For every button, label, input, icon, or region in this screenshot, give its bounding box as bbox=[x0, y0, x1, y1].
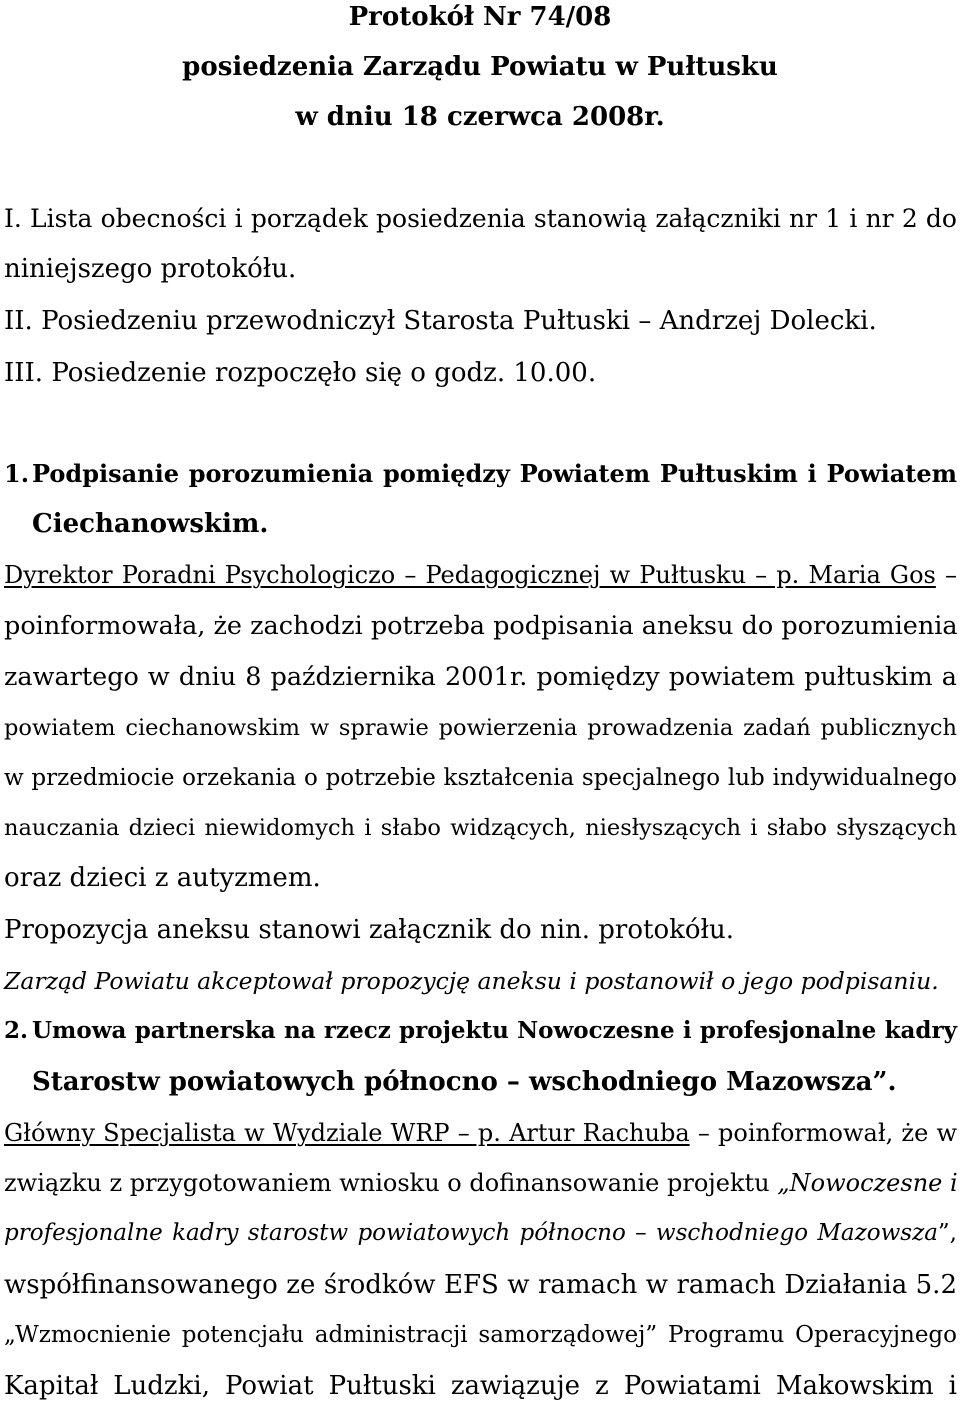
item2-heading-text: Umowa partnerska na rzecz projektu Nowoczesne i profesjonalne kadry bbox=[32, 1017, 957, 1044]
item2-paragraph-line3 bbox=[4, 1216, 957, 1250]
item1-heading-line2: Ciechanowskim. bbox=[32, 509, 269, 539]
item2-paragraph-line4: współfinansowanego ze środków EFS w ramach w ramach Działania 5.2 bbox=[4, 1270, 957, 1300]
item2-project-name-start: „Nowoczesne i bbox=[777, 1169, 958, 1197]
item2-speaker: Główny Specjalista w Wydziale WRP – p. Artur Rachuba bbox=[4, 1119, 690, 1147]
item1-decision: Zarząd Powiatu akceptował propozycję aneksu i postanowił o jego podpisaniu. bbox=[4, 967, 939, 995]
item1-paragraph-line2: zawartego w dniu 8 października 2001r. pomiędzy powiatem pułtuskim a bbox=[4, 662, 957, 692]
item1-paragraph-line4: w przedmiocie orzekania o potrzebie kształcenia specjalnego lub indywidualnego bbox=[4, 765, 957, 791]
intro-item-i-line2: niniejszego protokółu. bbox=[4, 254, 297, 284]
item2-heading bbox=[4, 1014, 957, 1048]
item2-paragraph-line6: Kapitał Ludzki, Powiat Pułtuski zawiązuje z Powiatami Makowskim i bbox=[4, 1371, 957, 1401]
intro-item-i-line1: I. Lista obecności i porządek posiedzenia stanowią załączniki nr 1 i nr 2 do bbox=[4, 204, 957, 233]
document-title: Protokół Nr 74/08 bbox=[348, 2, 612, 32]
item1-number: 1. bbox=[4, 459, 30, 488]
item1-attachment-note: Propozycja aneksu stanowi załącznik do nin. protokółu. bbox=[4, 915, 734, 945]
item2-project-name-end: ”, bbox=[937, 1220, 957, 1246]
document-subtitle: posiedzenia Zarządu Powiatu w Pułtusku bbox=[182, 52, 778, 82]
item1-heading bbox=[4, 457, 957, 491]
intro-item-ii: II. Posiedzeniu przewodniczył Starosta Pułtuski – Andrzej Dolecki. bbox=[4, 306, 877, 336]
item2-heading-line2: Starostw powiatowych północno – wschodniego Mazowsza”. bbox=[32, 1067, 897, 1097]
item1-speaker: Dyrektor Poradni Psychologiczo – Pedagogicznej w Pułtusku – p. Maria Gos bbox=[4, 561, 936, 589]
item1-heading-text: Podpisanie porozumienia pomiędzy Powiatem Pułtuskim i Powiatem bbox=[32, 459, 957, 488]
item1-paragraph-line1: poinformowała, że zachodzi potrzeba podpisania aneksu do porozumienia bbox=[4, 611, 958, 641]
item2-paragraph-line5: „Wzmocnienie potencjału administracji samorządowej” Programu Operacyjnego bbox=[4, 1322, 957, 1348]
item2-project-name: profesjonalne kadry starostw powiatowych północno – wschodniego Mazowsza bbox=[4, 1220, 938, 1246]
item2-speaker-line bbox=[4, 1116, 957, 1150]
item1-paragraph-line6: oraz dzieci z autyzmem. bbox=[4, 863, 321, 893]
intro-item-iii: III. Posiedzenie rozpoczęło się o godz. 10.00. bbox=[4, 358, 597, 388]
item2-paragraph-line2 bbox=[4, 1166, 957, 1200]
item1-speaker-dash: – bbox=[935, 561, 957, 589]
item1-paragraph-line5: nauczania dzieci niewidomych i słabo widzących, niesłyszących i słabo słyszących bbox=[4, 815, 957, 841]
item2-speaker-rest: – poinformował, że w bbox=[689, 1119, 958, 1147]
item1-paragraph-line3: powiatem ciechanowskim w sprawie powierzenia prowadzenia zadań publicznych bbox=[4, 715, 957, 741]
item1-speaker-line bbox=[4, 558, 957, 592]
item2-number: 2. bbox=[4, 1017, 29, 1044]
item2-p2-text: związku z przygotowaniem wniosku o dofinansowanie projektu bbox=[4, 1169, 778, 1197]
document-date: w dniu 18 czerwca 2008r. bbox=[295, 102, 665, 132]
